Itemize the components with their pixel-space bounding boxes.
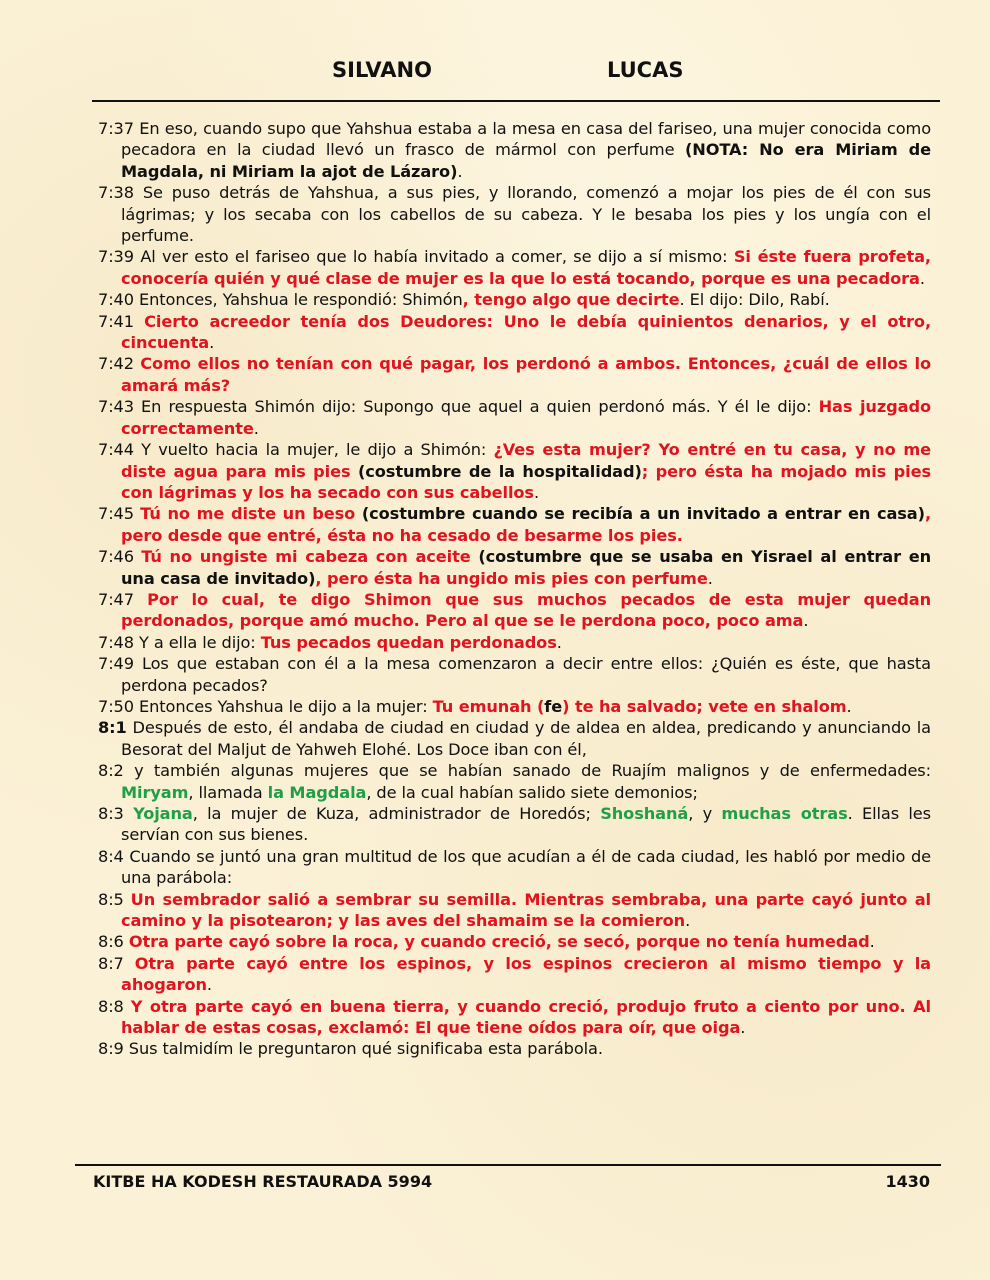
- verse: [98, 889, 931, 932]
- verse-words-of-yahshua: ¿Ves esta mujer? Yo entré en tu casa, y no me diste agua para mis pies: [121, 440, 931, 481]
- verse: [98, 846, 931, 889]
- verse-text: 7:39 Al ver esto el fariseo que lo había invitado a comer, se dijo a sí mismo:: [98, 247, 734, 267]
- verse: [98, 632, 931, 653]
- verse-text: fe: [544, 696, 563, 716]
- verse-text: 7:46: [98, 547, 142, 567]
- verse-text: .: [919, 268, 925, 288]
- verse-text: 7:43 En respuesta Shimón dijo: Supongo que aquel a quien perdonó más. Y él le dijo:: [98, 397, 819, 417]
- verse-text: 7:48 Y a ella le dijo:: [98, 632, 261, 652]
- verse-words-of-yahshua: , pero ésta ha ungido mis pies con perfume: [315, 568, 708, 588]
- verse-text: 8:1: [98, 718, 127, 738]
- verse-text: , de la cual habían salido siete demonios;: [366, 782, 698, 802]
- verse-highlighted-name: Miryam: [121, 782, 189, 802]
- verse: [98, 803, 931, 846]
- verse-text: .: [209, 333, 215, 353]
- page-header: [0, 58, 990, 92]
- verse-text: , llamada: [188, 782, 268, 802]
- verse-text: (costumbre que se usaba en Yisrael al entrar en una casa de invitado): [121, 547, 931, 588]
- verse: [98, 311, 931, 354]
- verse-text: 7:44 Y vuelto hacia la mujer, le dijo a Shimón:: [98, 440, 494, 460]
- verse-words-of-yahshua: Un sembrador salió a sembrar su semilla. Mientras sembraba, una parte cayó junto al camino y la pisotearon; y las aves del shamaim se la comieron: [121, 889, 931, 931]
- verse-highlighted-name: Yojana: [133, 804, 193, 823]
- verse: [98, 546, 931, 589]
- verse-text: .: [869, 932, 875, 952]
- verse: [98, 696, 931, 717]
- verse-text: .: [457, 161, 463, 181]
- verse-text: 8:2 y también algunas mujeres que se habían sanado de Ruajím malignos y de enfermedades:: [98, 761, 931, 781]
- header-rule: [92, 100, 940, 102]
- verse-words-of-yahshua: Tu emunah (: [432, 696, 545, 716]
- verse: [98, 589, 931, 632]
- verse-words-of-yahshua: , tengo algo que decirte: [462, 290, 680, 310]
- verse-highlighted-name: Shoshaná: [600, 804, 689, 823]
- verse-text: (NOTA: No era Miriam de Magdala, ni Miriam la ajot de Lázaro): [121, 140, 931, 181]
- verse-text: 7:47: [98, 589, 148, 609]
- verse: [98, 1038, 931, 1059]
- verse-text: .: [556, 632, 562, 652]
- verse-words-of-yahshua: Tus pecados quedan perdonados: [260, 632, 557, 652]
- verse-words-of-yahshua: Tú no ungiste mi cabeza con aceite: [141, 547, 471, 567]
- verse-words-of-yahshua: Otra parte cayó sobre la roca, y cuando creció, se secó, porque no tenía humedad: [128, 932, 870, 952]
- verse-words-of-yahshua: Y otra parte cayó en buena tierra, y cuando creció, produjo fruto a ciento por uno. Al hablar de estas cosas, exclamó: El que tiene oídos para oír, que oiga: [121, 996, 931, 1038]
- verse: [98, 760, 931, 803]
- verse-text: 7:50 Entonces Yahshua le dijo a la mujer:: [98, 696, 433, 716]
- verse-text: (costumbre de la hospitalidad): [350, 461, 642, 481]
- verse-text: Después de esto, él andaba de ciudad en ciudad y de aldea en aldea, predicando y anunciando la Besorat del Maljut de Yahweh Elohé. Los Doce iban con él,: [121, 718, 931, 759]
- verse-text: 7:41: [98, 311, 145, 331]
- footer-book-title: KITBE HA KODESH RESTAURADA 5994: [93, 1172, 433, 1191]
- verse-text: 7:37 En eso, cuando supo que Yahshua estaba a la mesa en casa del fariseo, una mujer conocida como pecadora en la ciudad llevó un frasco de mármol con perfume: [98, 119, 931, 160]
- verse-text: .: [707, 568, 713, 588]
- verse-words-of-yahshua: Tú no me diste un beso: [140, 504, 356, 524]
- verse-words-of-yahshua: ; pero ésta ha mojado mis pies con lágrimas y los ha secado con sus cabellos: [121, 461, 931, 502]
- verse-text: 8:9 Sus talmidím le preguntaron qué significaba esta parábola.: [98, 1039, 603, 1059]
- verse-text: (costumbre cuando se recibía a un invitado a entrar en casa): [355, 504, 925, 524]
- page-footer: [0, 1172, 990, 1196]
- verse-text: 7:45: [98, 504, 141, 524]
- verse-text: .: [253, 418, 259, 438]
- footer-rule: [75, 1164, 941, 1166]
- verse-words-of-yahshua: Por lo cual, te digo Shimon que sus muchos pecados de esta mujer quedan perdonados, porque amó mucho. Pero al que se le perdona poco, poco ama: [121, 589, 931, 631]
- verse: [98, 717, 931, 760]
- verse-text: 7:38 Se puso detrás de Yahshua, a sus pies, y llorando, comenzó a mojar los pies de él con sus lágrimas; y los secaba con los cabellos de su cabeza. Y le besaba los pies y los ungía con el perfume.: [98, 183, 931, 246]
- verse-text: 8:4 Cuando se juntó una gran multitud de los que acudían a él de cada ciudad, les habló por medio de una parábola:: [98, 846, 931, 888]
- verse-text: 7:40 Entonces, Yahshua le respondió: Shimón: [98, 290, 463, 310]
- verse: [98, 653, 931, 696]
- verse-words-of-yahshua: Cierto acreedor tenía dos Deudores: Uno le debía quinientos denarios, y el otro, cincuenta: [121, 311, 931, 353]
- verse-text: 8:3: [98, 804, 134, 823]
- verse: [98, 182, 931, 246]
- verse-text: 8:8: [98, 996, 131, 1016]
- verse-text: 7:42: [98, 354, 141, 374]
- verse: [98, 503, 931, 546]
- verse-highlighted-name: muchas otras: [721, 804, 848, 823]
- verse: [98, 996, 931, 1039]
- verse-text: .: [803, 611, 809, 631]
- verse-text: . El dijo: Dilo, Rabí.: [679, 290, 830, 310]
- verse: [98, 118, 931, 182]
- verse-text: 8:5: [98, 889, 131, 909]
- verse: [98, 289, 931, 310]
- verse-words-of-yahshua: Como ellos no tenían con qué pagar, los perdonó a ambos. Entonces, ¿cuál de ellos lo amará más?: [121, 354, 931, 395]
- verse-words-of-yahshua: , pero desde que entré, ésta no ha cesado de besarme los pies.: [121, 504, 931, 545]
- verse-text: .: [206, 975, 212, 995]
- verse-highlighted-name: la Magdala: [267, 782, 367, 802]
- verse-words-of-yahshua: Has juzgado correctamente: [121, 397, 931, 438]
- page-number: 1430: [885, 1172, 930, 1191]
- verse-text: . Ellas les servían con sus bienes.: [121, 804, 931, 845]
- verse-text: 8:6: [98, 932, 129, 952]
- verse-text: .: [685, 911, 691, 931]
- verse-words-of-yahshua: Otra parte cayó entre los espinos, y los espinos crecieron al mismo tiempo y la ahogaron: [121, 953, 931, 995]
- verse-text: .: [533, 482, 540, 502]
- verse: [98, 931, 931, 952]
- verse-words-of-yahshua: Si éste fuera profeta, conocería quién y qué clase de mujer es la que lo está tocando, porque es una pecadora: [121, 247, 931, 288]
- verse: [98, 246, 931, 289]
- verse: [98, 353, 931, 396]
- verse: [98, 439, 931, 503]
- verse-words-of-yahshua: ) te ha salvado; vete en shalom: [562, 696, 847, 716]
- header-right-title: LUCAS: [607, 58, 684, 82]
- verse-text: 7:49 Los que estaban con él a la mesa comenzaron a decir entre ellos: ¿Quién es éste, que hasta perdona pecados?: [98, 654, 931, 695]
- verse-text: , y: [688, 804, 722, 823]
- verse-text: .: [846, 696, 852, 716]
- verse: [98, 396, 931, 439]
- verse-text: , la mujer de Kuza, administrador de Horedós;: [192, 804, 601, 823]
- verse-text: .: [740, 1018, 746, 1038]
- verse-text: 8:7: [98, 953, 135, 973]
- header-left-title: SILVANO: [332, 58, 432, 82]
- verse-list: [98, 118, 931, 1060]
- verse: [98, 953, 931, 996]
